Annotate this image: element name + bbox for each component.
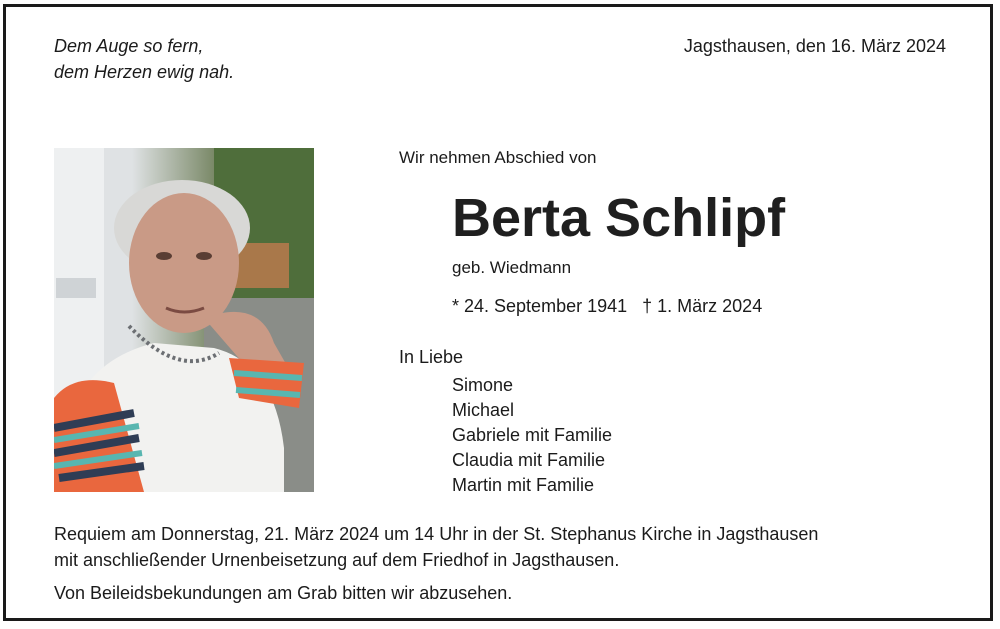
mourners-label: In Liebe	[399, 347, 464, 367]
birth-name: geb. Wiedmann	[452, 258, 572, 277]
farewell-intro: Wir nehmen Abschied von	[399, 148, 597, 167]
memorial-quote	[54, 34, 234, 86]
quote-line: dem Herzen ewig nah.	[54, 62, 235, 82]
list-item: Gabriele mit Familie	[452, 425, 613, 445]
service-line: mit anschließender Urnenbeisetzung auf dem Friedhof in Jagsthausen.	[54, 550, 620, 570]
place-date: Jagsthausen, den 16. März 2024	[683, 36, 946, 56]
mourners-list	[452, 373, 612, 498]
portrait-illustration	[54, 148, 314, 492]
life-dates	[452, 294, 772, 318]
service-info	[54, 522, 818, 574]
portrait-photo	[54, 148, 314, 492]
death-date: † 1. März 2024	[642, 296, 763, 316]
list-item: Claudia mit Familie	[452, 450, 606, 470]
service-line: Requiem am Donnerstag, 21. März 2024 um 14 Uhr in der St. Stephanus Kirche in Jagsthausen	[54, 524, 819, 544]
quote-line: Dem Auge so fern,	[54, 36, 204, 56]
list-item: Simone	[452, 375, 514, 395]
condolence-note: Von Beileidsbekundungen am Grab bitten wir abzusehen.	[54, 583, 513, 603]
birth-date: * 24. September 1941	[452, 296, 628, 316]
list-item: Martin mit Familie	[452, 475, 595, 495]
list-item: Michael	[452, 400, 515, 420]
deceased-name: Berta Schlipf	[452, 188, 786, 248]
obituary-notice	[3, 4, 993, 621]
